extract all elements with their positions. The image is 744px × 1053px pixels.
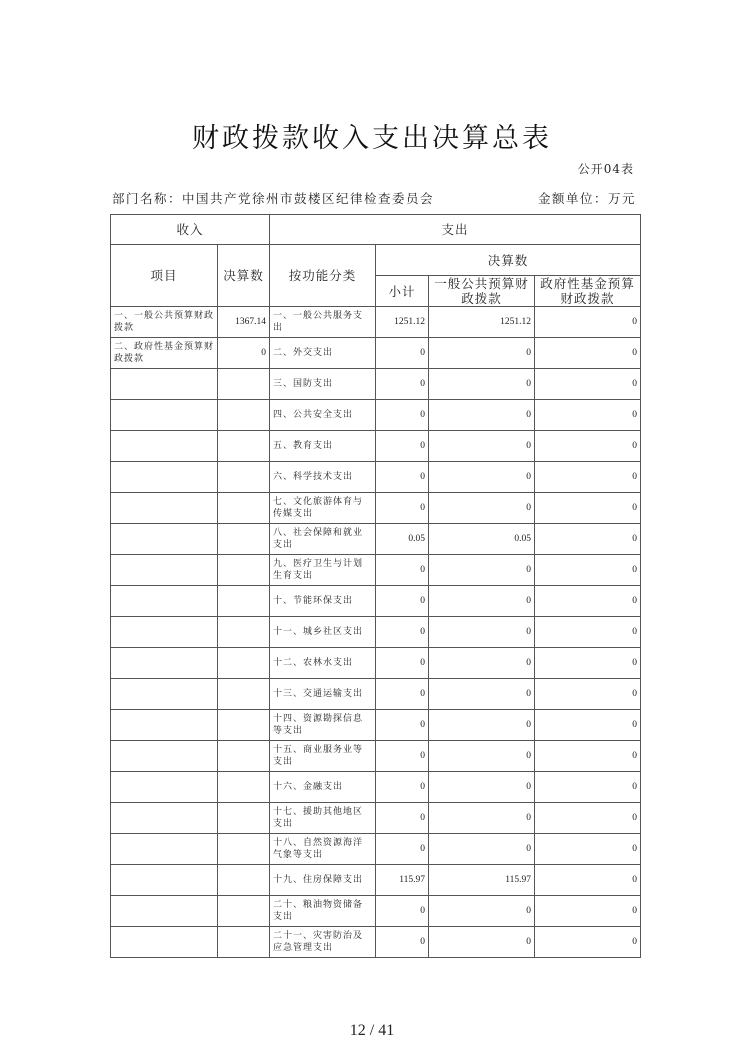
subtotal-cell: 115.97: [376, 865, 429, 896]
gov-fund-cell: 0: [535, 307, 641, 338]
gov-fund-cell: 0: [535, 555, 641, 586]
income-item-cell: [111, 710, 218, 741]
income-item-cell: [111, 369, 218, 400]
general-budget-cell: 0: [429, 369, 535, 400]
expense-item-cell: 十八、自然资源海洋气象等支出: [270, 834, 376, 865]
income-item-cell: [111, 586, 218, 617]
income-item-cell: [111, 865, 218, 896]
subtotal-cell: 0: [376, 369, 429, 400]
expense-item-cell: 十四、资源勘探信息等支出: [270, 710, 376, 741]
general-budget-cell: 0: [429, 338, 535, 369]
income-amount-cell: [218, 462, 270, 493]
general-budget-cell: 1251.12: [429, 307, 535, 338]
income-amount-cell: [218, 431, 270, 462]
expense-item-cell: 十三、交通运输支出: [270, 679, 376, 710]
general-budget-cell: 0: [429, 803, 535, 834]
income-amount-cell: [218, 493, 270, 524]
gov-fund-cell: 0: [535, 431, 641, 462]
table-row: [111, 710, 641, 741]
item-header: 项目: [111, 245, 218, 307]
income-amount-cell: [218, 834, 270, 865]
income-amount-cell: [218, 648, 270, 679]
expense-item-cell: 十、节能环保支出: [270, 586, 376, 617]
page-title: 财政拨款收入支出决算总表: [192, 123, 552, 154]
income-item-cell: 一、一般公共预算财政拨款: [111, 307, 218, 338]
page-number: 12 / 41: [349, 1022, 395, 1039]
expense-item-cell: 九、医疗卫生与计划生育支出: [270, 555, 376, 586]
general-budget-cell: 0: [429, 555, 535, 586]
subtotal-cell: 0: [376, 338, 429, 369]
subtotal-header: 小计: [376, 276, 429, 307]
expense-item-cell: 四、公共安全支出: [270, 400, 376, 431]
general-budget-cell: 0: [429, 834, 535, 865]
general-budget-cell: 0: [429, 648, 535, 679]
expense-item-cell: 五、教育支出: [270, 431, 376, 462]
income-amount-cell: [218, 896, 270, 927]
income-amount-cell: [218, 555, 270, 586]
gov-fund-cell: 0: [535, 679, 641, 710]
table-row: [111, 431, 641, 462]
gov-fund-cell: 0: [535, 834, 641, 865]
income-amount-cell: [218, 400, 270, 431]
table-body: [111, 307, 641, 958]
general-budget-cell: 115.97: [429, 865, 535, 896]
table-row: [111, 772, 641, 803]
gov-fund-cell: 0: [535, 927, 641, 958]
table-row: [111, 586, 641, 617]
expense-item-cell: 二、外交支出: [270, 338, 376, 369]
table-row: [111, 741, 641, 772]
final-header: 决算数: [376, 245, 641, 276]
gov-fund-cell: 0: [535, 369, 641, 400]
gov-fund-cell: 0: [535, 586, 641, 617]
subtotal-cell: 0.05: [376, 524, 429, 555]
general-budget-cell: 0: [429, 493, 535, 524]
expense-item-cell: 二十一、灾害防治及应急管理支出: [270, 927, 376, 958]
income-item-cell: [111, 927, 218, 958]
table-row: [111, 648, 641, 679]
expense-item-cell: 一、一般公共服务支出: [270, 307, 376, 338]
form-number: 公开04表: [577, 162, 634, 176]
income-item-cell: [111, 555, 218, 586]
income-amount-cell: [218, 803, 270, 834]
income-amount-cell: [218, 586, 270, 617]
general-budget-cell: 0: [429, 462, 535, 493]
gov-fund-cell: 0: [535, 772, 641, 803]
gov-fund-cell: 0: [535, 493, 641, 524]
table-row: [111, 338, 641, 369]
gov-fund-cell: 0: [535, 524, 641, 555]
subtotal-cell: 0: [376, 679, 429, 710]
table-row: [111, 834, 641, 865]
table-row: [111, 369, 641, 400]
general-budget-cell: 0.05: [429, 524, 535, 555]
gov-fund-cell: 0: [535, 648, 641, 679]
subtotal-cell: 0: [376, 741, 429, 772]
table-row: [111, 803, 641, 834]
by-function-header: 按功能分类: [270, 245, 376, 307]
income-item-cell: [111, 524, 218, 555]
general-budget-cell: 0: [429, 710, 535, 741]
subtotal-cell: 0: [376, 710, 429, 741]
table-row: [111, 927, 641, 958]
subtotal-cell: 0: [376, 834, 429, 865]
table-row: [111, 493, 641, 524]
gov-fund-cell: 0: [535, 617, 641, 648]
subtotal-cell: 0: [376, 555, 429, 586]
expense-item-cell: 二十、粮油物资储备支出: [270, 896, 376, 927]
income-amount-cell: [218, 865, 270, 896]
expense-item-cell: 十六、金融支出: [270, 772, 376, 803]
gov-fund-cell: 0: [535, 896, 641, 927]
subtotal-cell: 0: [376, 431, 429, 462]
expense-item-cell: 三、国防支出: [270, 369, 376, 400]
expense-item-cell: 十五、商业服务业等支出: [270, 741, 376, 772]
table-row: [111, 524, 641, 555]
income-item-cell: [111, 772, 218, 803]
gov-fund-cell: 0: [535, 741, 641, 772]
income-item-cell: [111, 617, 218, 648]
gov-fund-cell: 0: [535, 710, 641, 741]
income-amount-cell: [218, 617, 270, 648]
income-item-cell: [111, 431, 218, 462]
subtotal-cell: 0: [376, 803, 429, 834]
income-item-cell: [111, 679, 218, 710]
general-budget-cell: 0: [429, 772, 535, 803]
subtotal-cell: 0: [376, 927, 429, 958]
budget-table: [110, 214, 641, 958]
income-amount-cell: [218, 369, 270, 400]
gov-fund-cell: 0: [535, 865, 641, 896]
gov-fund-cell: 0: [535, 462, 641, 493]
subtotal-cell: 0: [376, 493, 429, 524]
income-amount-cell: 0: [218, 338, 270, 369]
income-item-cell: [111, 462, 218, 493]
gov-fund-cell: 0: [535, 338, 641, 369]
income-amount-cell: [218, 710, 270, 741]
income-amount-cell: 1367.14: [218, 307, 270, 338]
amount-unit: 金额单位：万元: [537, 191, 636, 206]
general-budget-cell: 0: [429, 586, 535, 617]
income-header: 收入: [111, 215, 270, 245]
department-name: 部门名称：中国共产党徐州市鼓楼区纪律检查委员会: [112, 191, 435, 206]
income-amount-cell: [218, 679, 270, 710]
income-amount-cell: [218, 772, 270, 803]
expense-item-cell: 十九、住房保障支出: [270, 865, 376, 896]
expense-item-cell: 六、科学技术支出: [270, 462, 376, 493]
subtotal-cell: 0: [376, 586, 429, 617]
income-amount-cell: [218, 524, 270, 555]
subtotal-cell: 0: [376, 648, 429, 679]
expense-item-cell: 十七、援助其他地区支出: [270, 803, 376, 834]
income-item-cell: [111, 400, 218, 431]
gov-fund-header: 政府性基金预算财政拨款: [535, 276, 641, 307]
income-item-cell: [111, 741, 218, 772]
general-budget-cell: 0: [429, 617, 535, 648]
general-budget-cell: 0: [429, 927, 535, 958]
general-budget-header: 一般公共预算财政拨款: [429, 276, 535, 307]
subtotal-cell: 0: [376, 400, 429, 431]
income-item-cell: [111, 834, 218, 865]
table-row: [111, 555, 641, 586]
table-row: [111, 679, 641, 710]
income-amount-cell: [218, 741, 270, 772]
subtotal-cell: 0: [376, 617, 429, 648]
subtotal-cell: 0: [376, 772, 429, 803]
income-item-cell: [111, 648, 218, 679]
table-row: [111, 462, 641, 493]
income-amount-cell: [218, 927, 270, 958]
subtotal-cell: 1251.12: [376, 307, 429, 338]
final-amount-header: 决算数: [218, 245, 270, 307]
income-item-cell: [111, 493, 218, 524]
general-budget-cell: 0: [429, 741, 535, 772]
table-row: [111, 865, 641, 896]
table-row: [111, 896, 641, 927]
expense-item-cell: 七、文化旅游体育与传媒支出: [270, 493, 376, 524]
table-row: [111, 400, 641, 431]
gov-fund-cell: 0: [535, 400, 641, 431]
expense-item-cell: 十二、农林水支出: [270, 648, 376, 679]
income-item-cell: [111, 803, 218, 834]
income-item-cell: [111, 896, 218, 927]
general-budget-cell: 0: [429, 400, 535, 431]
general-budget-cell: 0: [429, 679, 535, 710]
subtotal-cell: 0: [376, 896, 429, 927]
income-item-cell: 二、政府性基金预算财政拨款: [111, 338, 218, 369]
general-budget-cell: 0: [429, 896, 535, 927]
gov-fund-cell: 0: [535, 803, 641, 834]
expense-item-cell: 十一、城乡社区支出: [270, 617, 376, 648]
subtotal-cell: 0: [376, 462, 429, 493]
expense-item-cell: 八、社会保障和就业支出: [270, 524, 376, 555]
table-row: [111, 307, 641, 338]
general-budget-cell: 0: [429, 431, 535, 462]
table-row: [111, 617, 641, 648]
expense-header: 支出: [270, 215, 641, 245]
